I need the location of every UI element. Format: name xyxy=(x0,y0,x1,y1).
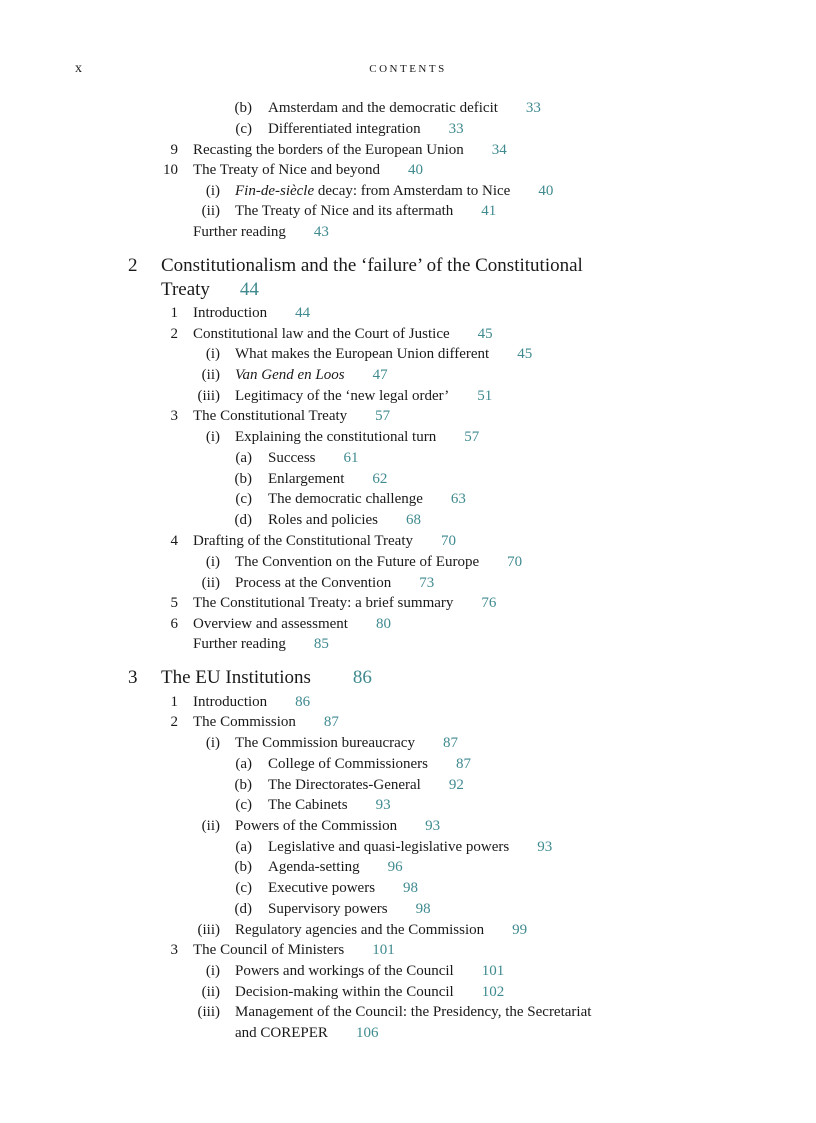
toc-entry[interactable]: Regulatory agencies and the Commission 99 xyxy=(235,922,528,938)
toc-entry[interactable]: The Constitutional Treaty: a brief summary 76 xyxy=(193,595,497,611)
toc-label: (ii) xyxy=(201,367,220,383)
toc-label: 3 xyxy=(170,942,178,958)
page-ref: 33 xyxy=(525,100,541,116)
toc-label: (i) xyxy=(205,429,220,445)
toc-label: (i) xyxy=(205,346,220,362)
toc-entry[interactable]: The Cabinets 93 xyxy=(268,797,391,813)
toc-label: (a) xyxy=(235,450,252,466)
page-ref: 68 xyxy=(405,512,421,528)
toc-entry[interactable]: College of Commissioners 87 xyxy=(268,756,471,772)
toc-entry[interactable]: Decision-making within the Council 102 xyxy=(235,984,505,1000)
page-ref: 96 xyxy=(387,859,403,875)
toc-entry[interactable]: Amsterdam and the democratic deficit 33 xyxy=(268,100,541,116)
toc-label: (b) xyxy=(234,471,252,487)
toc-entry[interactable]: Explaining the constitutional turn 57 xyxy=(235,429,480,445)
toc-label: 4 xyxy=(170,533,178,549)
page-ref: 45 xyxy=(517,346,533,362)
page-ref: 45 xyxy=(477,326,493,342)
page-ref: 51 xyxy=(477,388,493,404)
toc-entry[interactable]: Drafting of the Constitutional Treaty 70 xyxy=(193,533,456,549)
toc-entry[interactable]: The Council of Ministers 101 xyxy=(193,942,395,958)
page-ref: 44 xyxy=(239,279,259,300)
toc-entry[interactable]: Enlargement 62 xyxy=(268,471,388,487)
toc-entry[interactable]: Roles and policies 68 xyxy=(268,512,421,528)
toc-label: 1 xyxy=(170,305,178,321)
toc-label: (i) xyxy=(205,554,220,570)
toc-label: (ii) xyxy=(201,203,220,219)
page-ref: 93 xyxy=(425,818,441,834)
page-ref: 40 xyxy=(408,162,424,178)
page-ref: 63 xyxy=(450,491,466,507)
page-ref: 34 xyxy=(491,142,507,158)
toc-label: 3 xyxy=(170,408,178,424)
toc-entry[interactable]: Process at the Convention 73 xyxy=(235,575,435,591)
page-ref: 87 xyxy=(456,756,471,772)
page-ref: 57 xyxy=(464,429,480,445)
toc-label: 1 xyxy=(170,694,178,710)
toc-entry[interactable]: Executive powers 98 xyxy=(268,880,419,896)
toc-entry[interactable]: The Treaty of Nice and its aftermath 41 xyxy=(235,203,497,219)
page-ref: 98 xyxy=(403,880,419,896)
page-ref: 70 xyxy=(440,533,456,549)
toc-label: (c) xyxy=(235,797,252,813)
toc-entry[interactable]: The Commission bureaucracy 87 xyxy=(235,735,458,751)
page-ref: 106 xyxy=(355,1025,379,1041)
page-ref: 70 xyxy=(507,554,523,570)
toc-label: (a) xyxy=(235,756,252,772)
toc-label: 10 xyxy=(163,162,178,178)
page-ref: 98 xyxy=(415,901,431,917)
toc-entry[interactable]: Constitutional law and the Court of Justice 45 xyxy=(193,326,493,342)
page-ref: 102 xyxy=(481,984,505,1000)
chapter-title[interactable]: The EU Institutions 86 xyxy=(161,667,372,688)
toc-entry[interactable]: Introduction 86 xyxy=(193,694,311,710)
toc-entry[interactable]: The Treaty of Nice and beyond 40 xyxy=(193,162,424,178)
page-ref: 101 xyxy=(481,963,505,979)
toc-entry[interactable]: Introduction 44 xyxy=(193,305,311,321)
page-ref: 80 xyxy=(375,616,391,632)
page-ref: 62 xyxy=(372,471,388,487)
toc-label: 6 xyxy=(170,616,178,632)
toc-entry[interactable]: The Directorates-General 92 xyxy=(268,777,464,793)
toc-label: (c) xyxy=(235,491,252,507)
toc-label: (iii) xyxy=(197,1004,220,1020)
toc-label: (ii) xyxy=(201,984,220,1000)
page-ref: 93 xyxy=(375,797,391,813)
toc-label: (c) xyxy=(235,121,252,137)
toc-entry-cont[interactable]: and COREPER 106 xyxy=(235,1025,379,1041)
page-ref: 43 xyxy=(313,224,329,240)
page-ref: 47 xyxy=(372,367,388,383)
page-number: x xyxy=(75,61,82,76)
page-ref: 61 xyxy=(343,450,359,466)
toc-label: (d) xyxy=(234,901,252,917)
toc-entry[interactable]: Van Gend en Loos 47 xyxy=(235,367,388,383)
page-ref: 41 xyxy=(481,203,497,219)
toc-entry[interactable]: Supervisory powers 98 xyxy=(268,901,431,917)
page-ref: 92 xyxy=(448,777,464,793)
toc-entry[interactable]: Differentiated integration 33 xyxy=(268,121,464,137)
toc-label: (i) xyxy=(205,735,220,751)
toc-entry[interactable]: Success 61 xyxy=(268,450,359,466)
toc-entry[interactable]: Management of the Council: the Presidency, the Secretariat xyxy=(235,1004,592,1020)
toc-entry[interactable]: Agenda-setting 96 xyxy=(268,859,403,875)
toc-entry[interactable]: Further reading 43 xyxy=(193,224,329,240)
toc-label: 5 xyxy=(170,595,178,611)
toc-label: (c) xyxy=(235,880,252,896)
page-ref: 87 xyxy=(323,714,339,730)
toc-entry[interactable]: Recasting the borders of the European Union 34 xyxy=(193,142,507,158)
toc-label: (d) xyxy=(234,512,252,528)
toc-entry[interactable]: Overview and assessment 80 xyxy=(193,616,391,632)
chapter-number: 3 xyxy=(128,667,138,688)
toc-entry[interactable]: Legitimacy of the ‘new legal order’ 51 xyxy=(235,388,493,404)
page-ref: 99 xyxy=(512,922,528,938)
toc-entry[interactable]: The Constitutional Treaty 57 xyxy=(193,408,391,424)
toc-label: (iii) xyxy=(197,922,220,938)
toc-label: (ii) xyxy=(201,575,220,591)
toc-entry[interactable]: Powers of the Commission 93 xyxy=(235,818,441,834)
toc-entry[interactable]: Fin-de-siècle decay: from Amsterdam to Nice 40 xyxy=(235,183,554,199)
page-ref: 40 xyxy=(538,183,554,199)
page-ref: 85 xyxy=(313,636,329,652)
page-ref: 44 xyxy=(295,305,311,321)
page-ref: 76 xyxy=(481,595,497,611)
page-ref: 73 xyxy=(419,575,435,591)
page-ref: 86 xyxy=(295,694,311,710)
toc-entry[interactable]: What makes the European Union different 45 xyxy=(235,346,533,362)
toc-label: (i) xyxy=(205,963,220,979)
toc-label: (iii) xyxy=(197,388,220,404)
toc-entry[interactable]: Further reading 85 xyxy=(193,636,329,652)
toc-entry[interactable]: Powers and workings of the Council 101 xyxy=(235,963,505,979)
running-head: CONTENTS xyxy=(369,63,447,75)
toc-label: 9 xyxy=(170,142,178,158)
toc-label: (ii) xyxy=(201,818,220,834)
page-ref: 57 xyxy=(375,408,391,424)
page-ref: 86 xyxy=(352,667,372,688)
toc-label: (a) xyxy=(235,839,252,855)
toc-entry[interactable]: The Convention on the Future of Europe 70 xyxy=(235,554,523,570)
toc-label: (b) xyxy=(234,859,252,875)
toc-entry[interactable]: The democratic challenge 63 xyxy=(268,491,466,507)
page-ref: 101 xyxy=(372,942,395,958)
toc-label: 2 xyxy=(170,326,178,342)
chapter-title[interactable]: Constitutionalism and the ‘failure’ of the Constitutional xyxy=(161,255,583,276)
toc-entry[interactable]: Legislative and quasi-legislative powers 93 xyxy=(268,839,553,855)
page-ref: 93 xyxy=(537,839,553,855)
page-ref: 33 xyxy=(448,121,464,137)
toc-label: (b) xyxy=(234,100,252,116)
toc-entry[interactable]: The Commission 87 xyxy=(193,714,339,730)
chapter-title-cont[interactable]: Treaty 44 xyxy=(161,279,259,300)
toc-label: (i) xyxy=(205,183,220,199)
toc-label: (b) xyxy=(234,777,252,793)
chapter-number: 2 xyxy=(128,255,138,276)
page-ref: 87 xyxy=(442,735,458,751)
toc-label: 2 xyxy=(170,714,178,730)
